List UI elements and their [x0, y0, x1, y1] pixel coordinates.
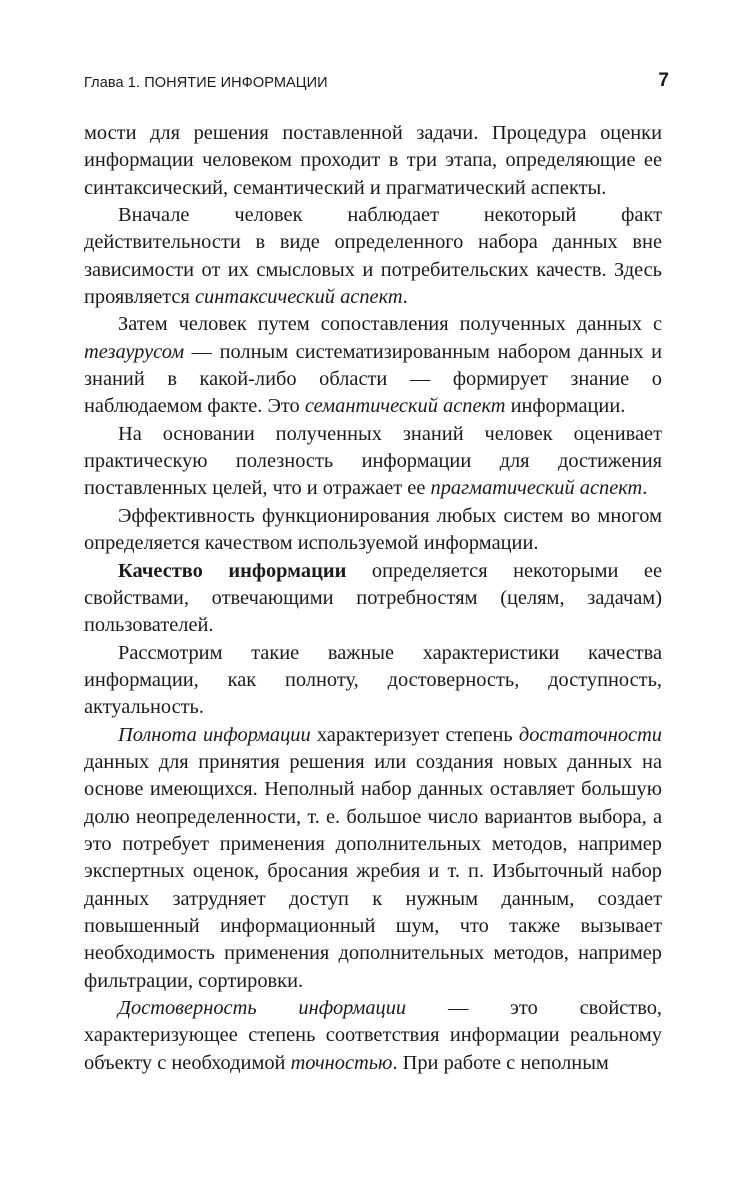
term-pragmatic-aspect: прагматический аспект — [430, 477, 643, 500]
paragraph-6: Качество информации определяется некоторыми ее свойствами, отвечающими потребностям (целям, задачам) пользователей. — [84, 559, 662, 637]
term-thesaurus: тезаурусом — [84, 340, 185, 363]
paragraph-3: Затем человек путем сопоставления полученных данных с тезаурусом — полным систематизированным набором данных и знаний в какой-либо области — формирует знание о наблюдаемом факте. Это семантический аспект информации. — [84, 313, 662, 418]
term-reliability: Достоверность информации — [118, 997, 407, 1019]
paragraph-8: Полнота информации характеризует степень достаточности данных для принятия решения или создания новых данных на основе имеющихся. Неполный набор данных оставляет большую долю неопределенности, т. е. большое число вариантов выбора, а это потребует применения дополнительных методов, например экспертных оценок, бросания жребия и т. п. Избыточный набор данных затрудняет доступ к нужным данным, создает повышенный информационный шум, что также вызывает необходимость применения дополнительных методов, например фильтрации, сортировки. — [84, 723, 663, 992]
paragraph-9: Достоверность информации — это свойство, характеризующее степень соответствия информации реальному объекту с необходимой точностью. При работе с неполным — [84, 997, 662, 1074]
paragraph-2: Вначале человек наблюдает некоторый факт действительности в виде определенного набора данных вне зависимости от их смысловых и потребительских качеств. Здесь проявляется синтаксический аспект. — [84, 204, 662, 309]
term-semantic-aspect: семантический аспект — [304, 395, 506, 418]
running-header — [84, 70, 669, 96]
term-sufficiency: достаточности — [518, 723, 663, 746]
paragraph-4: На основании полученных знаний человек оценивает практическую полезность информации для достижения поставленных целей, что и отражает ее прагматический аспект. — [84, 422, 662, 500]
paragraph-5: Эффективность функционирования любых систем во многом определяется качеством используемой информации. — [84, 504, 662, 555]
term-completeness: Полнота информации — [118, 723, 311, 746]
term-information-quality: Качество информации — [118, 559, 347, 582]
chapter-title: Глава 1. ПОНЯТИЕ ИНФОРМАЦИИ — [84, 75, 328, 91]
body-text — [84, 120, 662, 1077]
paragraph-1: мости для решения поставленной задачи. Процедура оценки информации человеком проходит в три этапа, определяющие ее синтаксический, семантический и прагматический аспекты. — [84, 122, 662, 199]
page-number: 7 — [658, 70, 669, 91]
term-syntactic-aspect: синтаксический аспект — [194, 286, 403, 309]
term-accuracy: точностью — [290, 1051, 393, 1074]
paragraph-7: Рассмотрим такие важные характеристики качества информации, как полноту, достоверность, доступность, актуальность. — [84, 641, 662, 719]
